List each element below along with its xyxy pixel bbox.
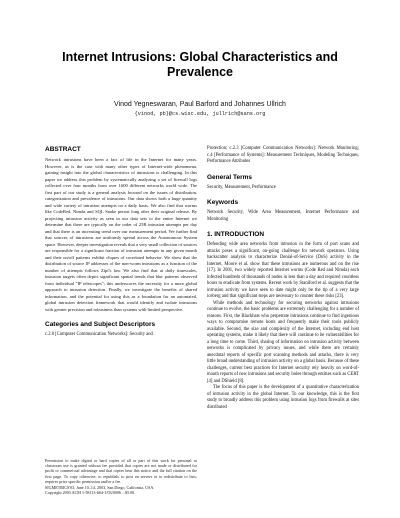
author-emails: {vinod, pb}@cs.wisc.edu, jullrich@sans.org: [134, 111, 266, 117]
paper-title: Internet Intrusions: Global Characteristics and Prevalence: [62, 50, 338, 79]
keywords-heading: Keywords: [207, 199, 239, 206]
general-terms-heading: General Terms: [207, 173, 253, 181]
categories-heading: Categories and Subject Descriptors: [45, 321, 156, 328]
keywords-text: Network Security, Wide Area Measurement, Internet Performance and Monitoring: [207, 210, 359, 222]
intro-paragraph: The focus of this paper is the development of a quantitative characterization of intrusion activity in the global Internet. To our knowledge, this is the first study to broadly address this problem using intrusion logs from firewalls at sites distributed: [207, 385, 359, 410]
general-terms-text: Security, Measurement, Performance: [207, 184, 276, 190]
left-column: [45, 146, 197, 339]
right-column: [207, 146, 359, 411]
introduction-heading: 1. INTRODUCTION: [207, 231, 265, 238]
abstract-text: Network intrusions have been a fact of life in the Internet for many years. However, as is the case with many other types of Internet-wide phenomena, gaining insight into the global characteristics of intrusions is challenging. In this paper we address this problem by systematically analyzing a set of firewall logs collected over four months from over 1600 different networks world wide. The first part of our study is a general analysis focused on the issues of distribution, categorization and prevalence of intrusions. Our data shows both a huge quantity and wide variety of intrusion attempts on a daily basis. We also find that worms like CodeRed, Nimda and SQL Snake persist long after their original release. By projecting intrusion activity as seen in our data sets to the entire Internet we determine that there are typically on the order of 25B intrusion attempts per day and that there is an increasing trend over our measurement period. We further find that sources of intrusions are uniformly spread across the Autonomous System space. However, deeper investigation reveals that a very small collection of sources are responsible for a significant fraction of intrusion attempts in any given month and their on/off patterns exhibit cliques of correlated behavior. We show that the distribution of source IP addresses of the non-worm intrusions as a function of the number of attempts follows Zipf's law. We also find that at daily timescales, intrusion targets often depict significant spatial trends that blur patterns observed from individual "IP telescopes"; this underscores the necessity for a more global approach to intrusion detection. Finally, we investigate the benefits of shared information, and the potential for using this as a foundation for an automated, global intrusion detection framework that would identify and isolate intrusions with greater precision and robustness than systems with limited perspective.: [45, 157, 197, 312]
copyright-footnote: [45, 458, 197, 495]
categories-text-right: Protection; c.2.3 [Computer Communication Networks]: Network Monitoring; c.4 [Performance of Systems]: Measurement Techniques, Modeling Techniques, Performance Attributes: [207, 146, 359, 164]
copyright-line: Copyright 2003 ACM 1-58113-664-1/03/0006 ...$5.00.: [45, 490, 136, 496]
abstract-heading: ABSTRACT: [45, 146, 81, 153]
permission-notice: Permission to make digital or hard copies of all or part of this work for personal or classroom use is granted without fee provided that copies are not made or distributed for profit or commercial advantage and that copies bear this notice and the full citation on the first page. To copy otherwise, to republish, to post on servers or to redistribute to lists, requires prior specific permission and/or a fee.: [45, 458, 197, 484]
paper-authors: Vinod Yegneswaran, Paul Barford and Johannes Ullrich: [114, 101, 286, 108]
categories-text-left: c.2.0 [Computer Communication Networks]: Security and: [45, 332, 153, 337]
intro-paragraph: Defending wide area networks from intrusion in the form of port scans and attacks poses a significant, on-going challenge for network operators. Using backscatter analysis to characterize Denial-of-Service (DoS) activity in the Internet, Moore et al. show that these intrusions are numerous and on the rise [17]. In 2001, two widely reported Internet worms (Code Red and Nimda) each infected hundreds of thousands of nodes in less than a day and required countless hours to eradicate from systems. Recent work by Staniford et al. suggests that the intrusion activity we have seen to date might only be the tip of a very large iceberg and that significant steps are necessary to counter these risks [23].: [207, 242, 359, 299]
conference-line: SIGMETRICS'03, June 10–14, 2003, San Diego, California, USA.: [45, 485, 155, 491]
intro-paragraph: While methods and technology for securing networks against intrusions continue to evolve, the basic problems are extremely challenging for a number of reasons. First, the Blackhats who perpetrate intrusions continue to find ingenious ways to compromise remote hosts and frequently make their tools publicly available. Second, the size and complexity of the Internet, including end host operating systems, make it likely that there will continue to be vulnerabilities for a long time to come. Third, sharing of information on intrusion activity between networks is complicated by privacy issues, and while there are certainly anecdotal reports of specific port scanning methods and attacks, there is very little broad understanding of intrusion activity on a global basis. Because of these challenges, current best practices for Internet security rely heavily on word-of-mouth reports of new intrusions and security holes through entities such as CERT [4] and DShield [8].: [207, 300, 359, 384]
